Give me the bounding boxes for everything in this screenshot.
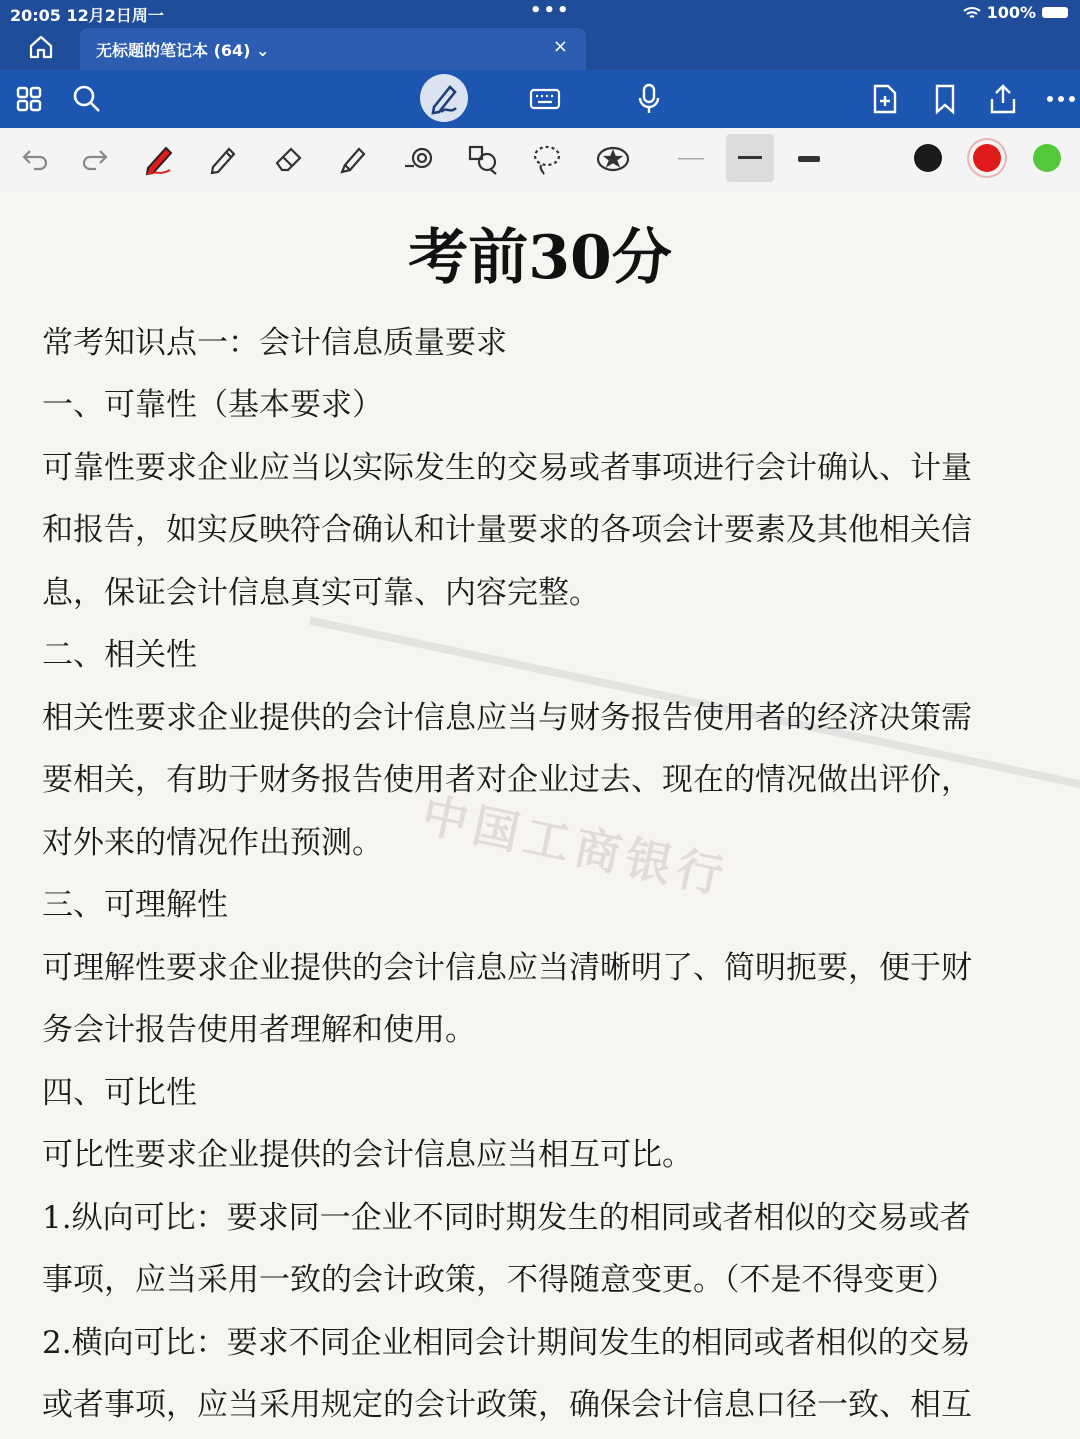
pen-tool-icon[interactable] (140, 140, 178, 178)
bookmark-icon[interactable] (928, 82, 962, 116)
highlighter-tool-icon[interactable] (334, 140, 372, 178)
status-time: 20:05 12月2日周一 (10, 6, 164, 25)
text-line: 可理解性要求企业提供的会计信息应当清晰明了、简明扼要，便于财 (42, 950, 972, 986)
add-page-icon[interactable] (868, 82, 902, 116)
thick-stroke-option[interactable] (790, 140, 828, 178)
share-icon[interactable] (986, 82, 1020, 116)
text-line: 四、可比性 (42, 1075, 197, 1111)
text-line: 可比性要求企业提供的会计信息应当相互可比。 (42, 1137, 693, 1173)
favorite-tool-icon[interactable] (594, 140, 632, 178)
bank-watermark: 中国工商银行 (417, 787, 734, 905)
drawing-toolbar (0, 128, 1080, 190)
multitask-dots[interactable]: ••• (530, 0, 571, 21)
grid-icon[interactable] (12, 82, 46, 116)
close-tab-button[interactable]: × (552, 36, 568, 57)
top-bar (0, 0, 1080, 128)
text-line: 务会计报告使用者理解和使用。 (42, 1012, 476, 1048)
notebook-tab[interactable] (80, 28, 586, 70)
redo-icon[interactable] (76, 140, 114, 178)
status-bar (0, 0, 1080, 26)
lasso-tool-icon[interactable] (528, 140, 566, 178)
shape-tool-icon[interactable] (400, 140, 438, 178)
search-icon[interactable] (70, 82, 104, 116)
main-toolbar (0, 70, 1080, 128)
wifi-icon (963, 6, 981, 20)
tab-row (0, 26, 1080, 70)
page-title: 考前30分 (408, 223, 672, 293)
notebook-tab-title: 无标题的笔记本 (64) ⌄ (96, 41, 270, 60)
more-icon[interactable] (1044, 82, 1078, 116)
color-green-swatch[interactable] (1033, 144, 1061, 172)
color-red-swatch[interactable] (973, 144, 1001, 172)
thin-stroke-option[interactable] (672, 140, 710, 178)
text-line: 2.横向可比：要求不同企业相同会计期间发生的相同或者相似的交易 (42, 1325, 971, 1361)
text-line: 事项，应当采用一致的会计政策，不得随意变更。（不是不得变更） (42, 1262, 957, 1298)
note-page[interactable] (0, 190, 1080, 1439)
text-line: 常考知识点一：会计信息质量要求 (42, 325, 507, 361)
text-line: 二、相关性 (42, 637, 197, 673)
battery-icon (1042, 7, 1068, 18)
color-black-swatch[interactable] (914, 144, 942, 172)
text-line: 息，保证会计信息真实可靠、内容完整。 (42, 575, 600, 611)
text-line: 对外来的情况作出预测。 (42, 825, 383, 861)
text-line: 相关性要求企业提供的会计信息应当与财务报告使用者的经济决策需 (42, 700, 972, 736)
text-line: 三、可理解性 (42, 887, 228, 923)
eraser-tool-icon[interactable] (270, 140, 308, 178)
text-line: 要相关，有助于财务报告使用者对企业过去、现在的情况做出评价， (42, 762, 972, 798)
keyboard-icon[interactable] (528, 82, 562, 116)
element-tool-icon[interactable] (464, 140, 502, 178)
text-line: 一、可靠性（基本要求） (42, 387, 383, 423)
pencil-tool-icon[interactable] (204, 140, 242, 178)
undo-icon[interactable] (16, 140, 54, 178)
text-line: 1.纵向可比：要求同一企业不同时期发生的相同或者相似的交易或者 (42, 1200, 971, 1236)
battery-level: 100% (986, 3, 1036, 22)
text-line: 或者事项，应当采用规定的会计政策，确保会计信息口径一致、相互 (42, 1387, 972, 1423)
medium-stroke-option[interactable] (726, 134, 774, 182)
text-line: 和报告，如实反映符合确认和计量要求的各项会计要素及其他相关信 (42, 512, 972, 548)
microphone-icon[interactable] (632, 82, 666, 116)
home-icon[interactable] (28, 34, 54, 60)
text-line: 可靠性要求企业应当以实际发生的交易或者事项进行会计确认、计量 (42, 450, 972, 486)
draw-mode-button[interactable] (420, 74, 468, 122)
